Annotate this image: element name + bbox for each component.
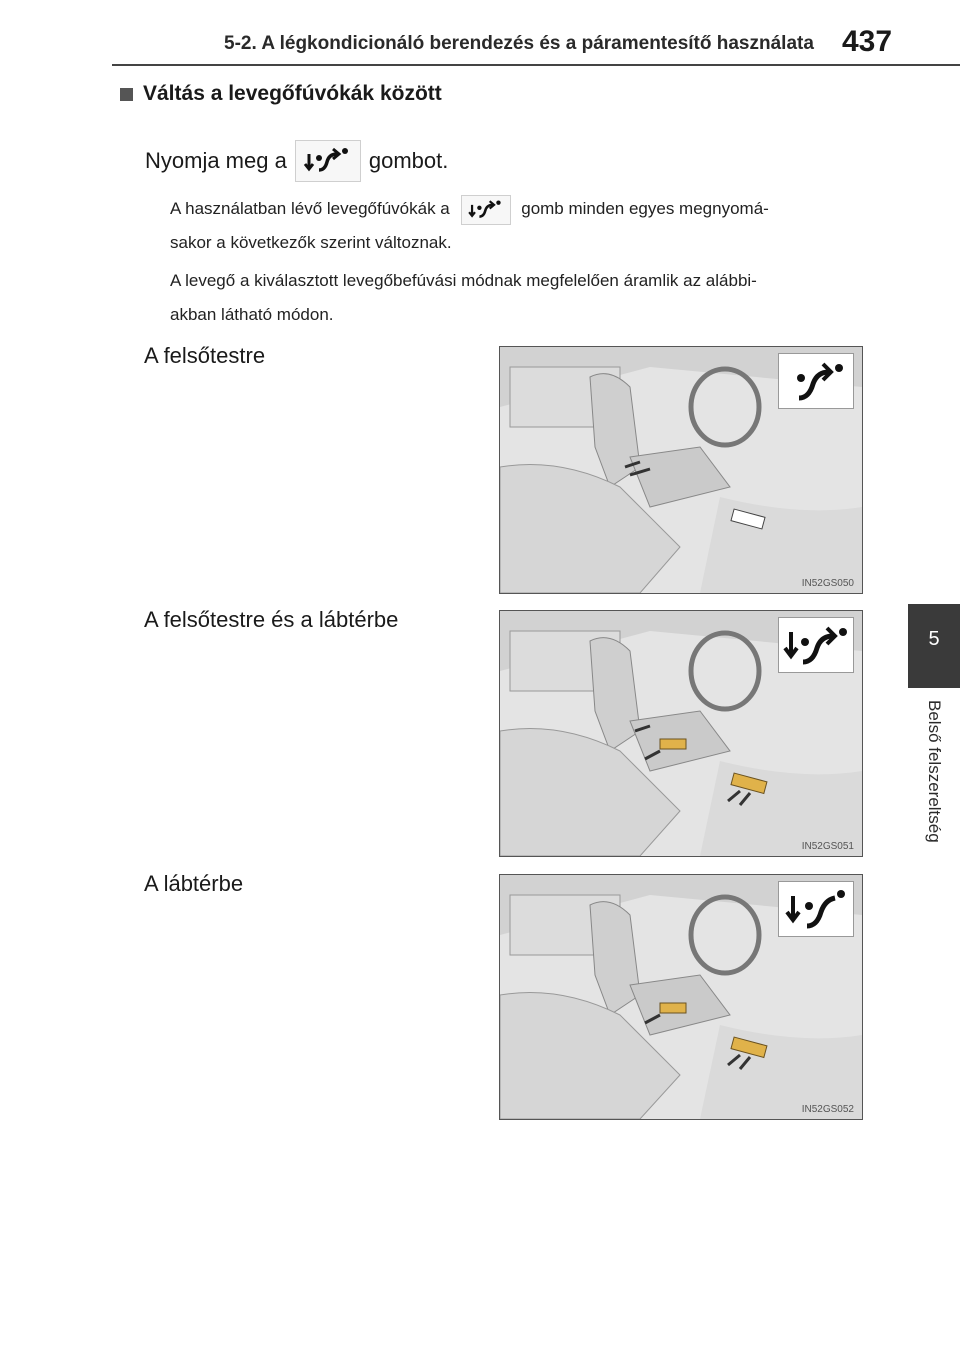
instruction-text-after: gombot.: [368, 148, 449, 173]
chapter-tab: [908, 604, 960, 688]
section-heading: [120, 82, 442, 106]
figure-face-mode: [499, 346, 863, 594]
air-face-feet-icon: [778, 617, 854, 673]
para2-line1: A levegő a kiválasztott levegőbefúvási módnak megfelelően áramlik az alábbi-: [170, 271, 757, 290]
air-feet-icon: [778, 881, 854, 937]
running-header-title: 5-2. A légkondicionáló berendezés és a páramentesítő használata: [224, 33, 814, 54]
figure-face-feet-mode: [499, 610, 863, 857]
mode-button-small-icon: [461, 195, 511, 225]
para1-text-after: gomb minden egyes megnyomá-: [521, 199, 769, 218]
mode-label-feet: A lábtérbe: [144, 871, 244, 896]
header-divider: [112, 64, 960, 66]
mode-button-icon: [295, 140, 361, 182]
figure-feet-mode: [499, 874, 863, 1120]
section-heading-text: Váltás a levegőfúvókák között: [143, 82, 442, 105]
instruction-line: [145, 140, 448, 182]
heading-bullet-icon: [120, 88, 133, 101]
figure-code: IN52GS050: [801, 578, 854, 589]
air-face-icon: [778, 353, 854, 409]
mode-label-face: A felsőtestre: [144, 343, 266, 368]
mode-label-face-feet: A felsőtestre és a lábtérbe: [144, 607, 399, 632]
chapter-number: 5: [928, 628, 940, 650]
paragraph-cycle-description: [170, 192, 860, 260]
paragraph-airflow-description: [170, 264, 860, 332]
page-number: 437: [842, 25, 893, 58]
para1-text-before: A használatban lévő levegőfúvókák a: [170, 199, 450, 218]
chapter-label: Belső felszereltség: [925, 700, 944, 843]
figure-code: IN52GS052: [801, 1104, 854, 1115]
para2-line2: akban látható módon.: [170, 305, 334, 324]
figure-code: IN52GS051: [801, 841, 854, 852]
para1-line2: sakor a következők szerint változnak.: [170, 233, 452, 252]
para1-line1: [170, 192, 860, 226]
instruction-text-before: Nyomja meg a: [145, 148, 287, 173]
